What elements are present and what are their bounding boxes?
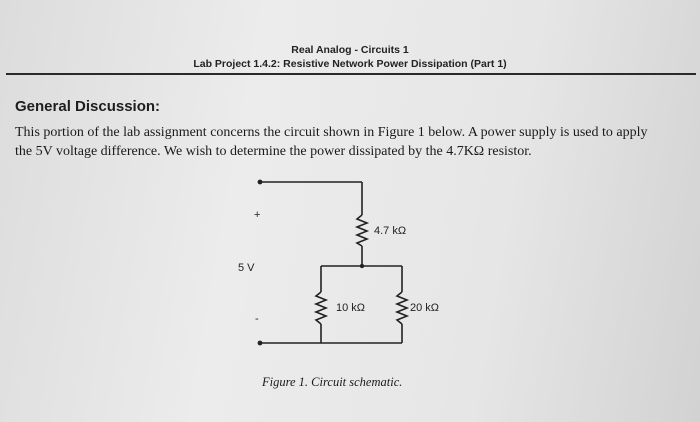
r1-label: 4.7 kΩ [374,225,407,237]
source-voltage-label: 5 V [238,262,255,274]
paragraph-line-1: This portion of the lab assignment concerns the circuit shown in Figure 1 below. A power supply is used to apply [15,125,648,140]
resistor-r3 [397,292,407,324]
section-heading: General Discussion: [15,98,161,115]
r2-label: 10 kΩ [336,302,366,314]
resistor-r1 [357,215,367,246]
r3-label: 20 kΩ [410,302,440,314]
source-plus-label: + [254,209,261,221]
project-title: Lab Project 1.4.2: Resistive Network Power Dissipation (Part 1) [193,58,507,70]
source-minus-label: - [255,313,259,325]
figure-caption: Figure 1. Circuit schematic. [262,375,403,389]
resistor-r2 [316,292,326,324]
paragraph-line-2: the 5V voltage difference. We wish to determine the power dissipated by the 4.7KΩ resistor. [15,144,532,159]
junction-node [360,264,364,268]
terminal-positive [258,180,263,185]
course-title: Real Analog - Circuits 1 [291,44,409,56]
terminal-negative [258,341,263,346]
